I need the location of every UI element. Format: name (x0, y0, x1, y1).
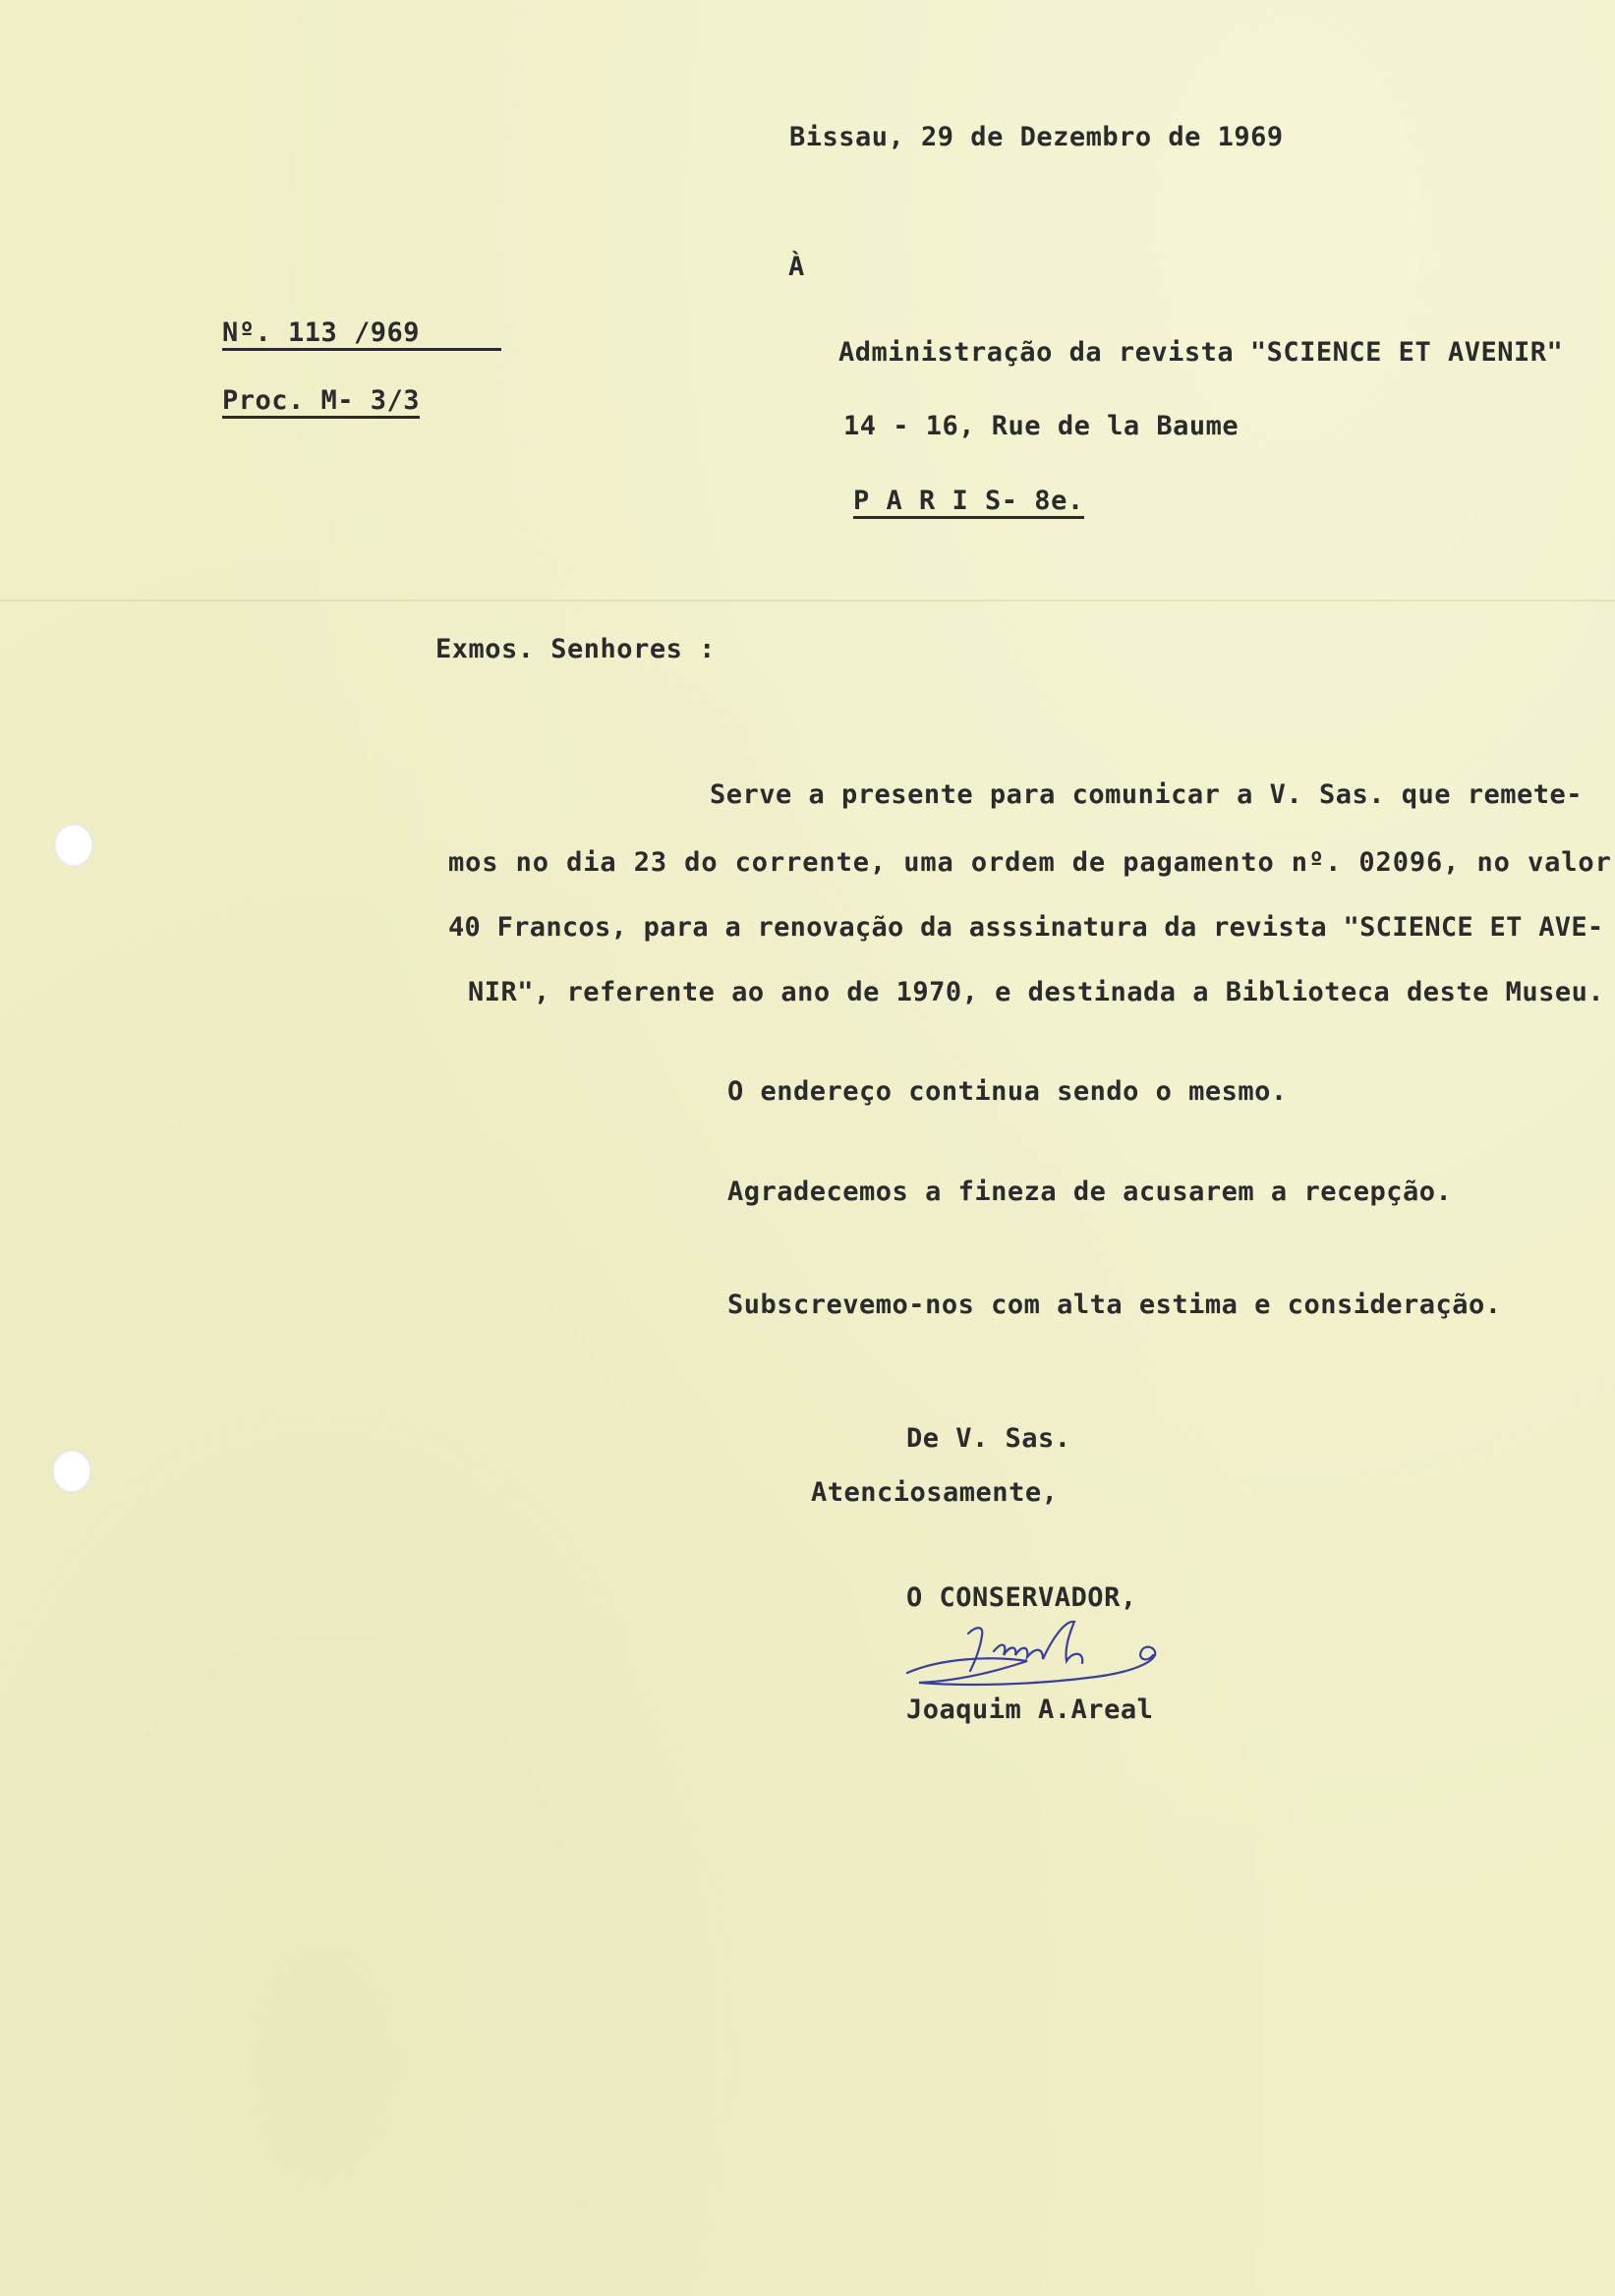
body-line (710, 779, 1584, 810)
recipient-city: P A R I S- 8e. (853, 486, 1084, 516)
recipient-line-2: 14 - 16, Rue de la Baume (843, 411, 1240, 441)
recipient-line-1: Administração da revista "SCIENCE ET AVENIR" (838, 337, 1564, 368)
punch-hole (54, 824, 93, 867)
process-number: Proc. M- 3/3 (222, 385, 420, 416)
body-text: mos no dia 23 do corrente, uma ordem de pagamento nº. 02096, no valor (448, 847, 1612, 878)
body-line (468, 977, 1604, 1007)
reference-number: Nº. 113 /969 (222, 317, 501, 351)
closing-line-1: De V. Sas. (906, 1423, 1071, 1454)
body-line (448, 912, 1604, 943)
body-paragraph-3: Agradecemos a fineza de acusarem a recepção. (727, 1177, 1453, 1207)
signatory-title: O CONSERVADOR, (906, 1582, 1137, 1613)
paper-fold (0, 600, 1615, 602)
to-marker: À (788, 252, 805, 282)
date-line: Bissau, 29 de Dezembro de 1969 (789, 122, 1284, 152)
body-paragraph-4: Subscrevemo-nos com alta estima e consideração. (727, 1290, 1502, 1320)
closing-line-2: Atenciosamente, (811, 1477, 1059, 1508)
punch-hole (52, 1450, 91, 1493)
handwritten-signature (899, 1612, 1165, 1700)
body-text: 40 Francos, para a renovação da asssinatura da revista "SCIENCE ET AVE- (448, 912, 1604, 943)
body-text: NIR", referente ao ano de 1970, e destinada a Biblioteca deste Museu. (468, 977, 1605, 1007)
body-paragraph-2: O endereço continua sendo o mesmo. (727, 1076, 1288, 1107)
body-line (448, 847, 1612, 878)
body-text: Serve a presente para comunicar a V. Sas. que remete- (710, 779, 1584, 810)
signatory-name: Joaquim A.Areal (906, 1694, 1154, 1725)
salutation: Exmos. Senhores : (435, 634, 716, 664)
